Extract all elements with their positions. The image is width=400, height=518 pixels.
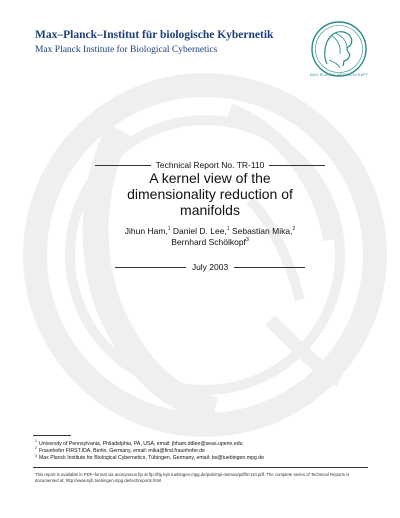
- author-affiliation-mark: 1: [167, 226, 171, 233]
- report-date: July 2003: [191, 262, 229, 272]
- paper-title: [60, 170, 360, 218]
- title-line: dimensionality reduction of: [127, 186, 293, 202]
- author-list: [60, 226, 360, 248]
- author-name: Bernhard Schölkopf: [171, 237, 246, 247]
- affiliation-mark: 1: [35, 439, 37, 444]
- report-number-line: [95, 160, 325, 170]
- author-name: Jihun Ham,: [124, 226, 168, 236]
- affiliation-text: Max Planck Institute for Biological Cybernetics, Tübingen, Germany, email: bs@tuebingen.mpg.de: [38, 455, 265, 462]
- max-planck-logo-icon: [310, 20, 368, 78]
- author-name: Daniel D. Lee,: [172, 226, 227, 236]
- affiliation-item: [35, 455, 264, 462]
- footer-divider: [33, 467, 368, 468]
- minerva-watermark: [0, 70, 400, 440]
- author-affiliation-mark: 3: [245, 237, 249, 244]
- author-affiliation-mark: 2: [292, 226, 296, 233]
- date-line: [115, 262, 305, 272]
- title-line: A kernel view of the: [149, 170, 271, 186]
- availability-note: This report is available in PDF–format via anonymous ftp at ftp://ftp.kyb.tuebingen.mpg.de/pub/mpi-memos/pdf/trr110.pdf. The complete series of Technical Reports is documented at: http://www.kyb.tuebingen.mpg.de/techreports.html: [35, 472, 350, 483]
- affiliation-text: Fraunhofer FIRST.IDA, Berlin, Germany, email: mika@first.fraunhofer.de: [38, 448, 205, 455]
- logo-caption: MAX-PLANCK-GESELLSCHAFT: [309, 73, 369, 77]
- institute-name-german: Max–Planck–Institut für biologische Kybernetik: [35, 29, 274, 41]
- report-number: Technical Report No. TR-110: [155, 160, 265, 170]
- affiliation-text: University of Pennsylvania, Philadelphia, PA, USA, email: jhham,ddlee@seas.upenn.edu: [38, 441, 243, 447]
- affiliation-mark: 3: [35, 453, 37, 458]
- author-name: Sebastian Mika,: [231, 226, 293, 236]
- affiliation-mark: 2: [35, 446, 37, 451]
- divider: [115, 267, 186, 268]
- divider: [234, 267, 305, 268]
- institute-name-english: Max Planck Institute for Biological Cybernetics: [35, 45, 218, 55]
- author-affiliation-mark: 1: [226, 226, 230, 233]
- affiliation-list: [35, 441, 264, 463]
- divider: [269, 165, 325, 166]
- title-line: manifolds: [180, 202, 240, 218]
- divider: [95, 165, 151, 166]
- footnote-divider: [33, 435, 71, 436]
